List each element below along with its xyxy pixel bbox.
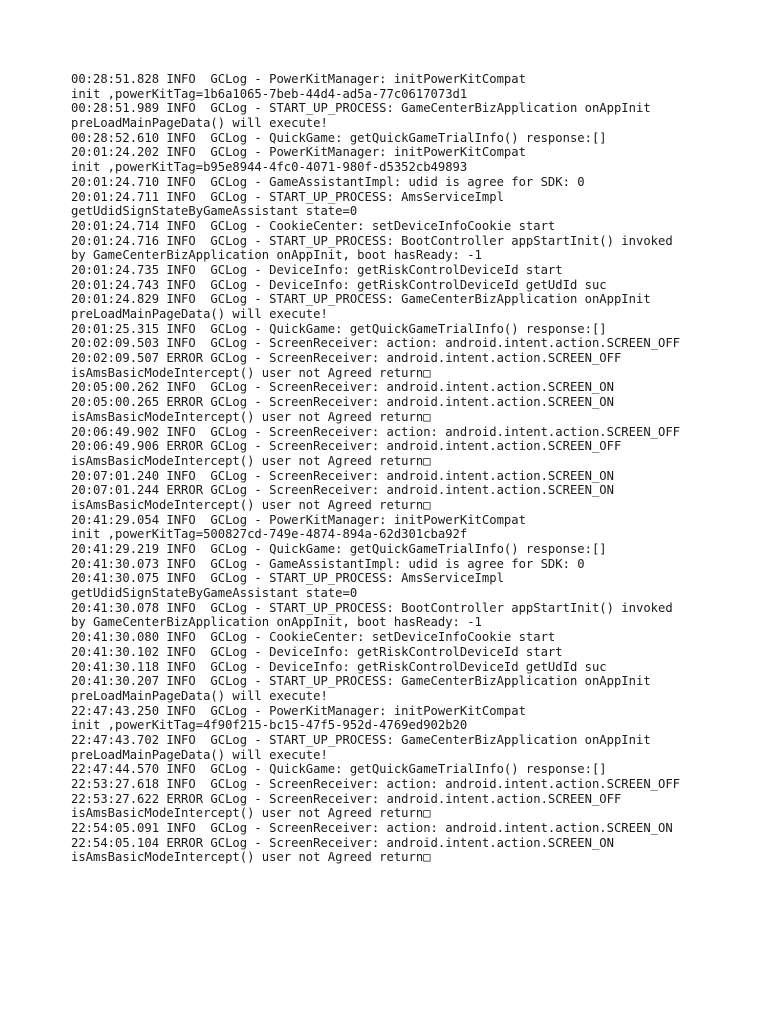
log-line: by GameCenterBizApplication onAppInit, boot hasReady: -1: [71, 615, 482, 630]
log-line: 20:41:30.080 INFO GCLog - CookieCenter: setDeviceInfoCookie start: [71, 630, 556, 645]
log-line: 20:41:30.102 INFO GCLog - DeviceInfo: getRiskControlDeviceId start: [71, 644, 563, 659]
log-line: 20:01:24.710 INFO GCLog - GameAssistantImpl: udid is agree for SDK: 0: [71, 174, 585, 189]
log-line: 20:41:29.054 INFO GCLog - PowerKitManager: initPowerKitCompat: [71, 512, 526, 527]
log-line: getUdidSignStateByGameAssistant state=0: [71, 204, 358, 219]
log-line: 20:41:30.075 INFO GCLog - START_UP_PROCESS: AmsServiceImpl: [71, 571, 504, 586]
log-line: 20:05:00.265 ERROR GCLog - ScreenReceiver: android.intent.action.SCREEN_ON: [71, 395, 614, 410]
log-line: 22:47:44.570 INFO GCLog - QuickGame: getQuickGameTrialInfo() response:[]: [71, 762, 607, 777]
log-line: 20:07:01.240 INFO GCLog - ScreenReceiver: android.intent.action.SCREEN_ON: [71, 468, 614, 483]
log-line: preLoadMainPageData() will execute!: [71, 688, 328, 703]
log-line: 20:05:00.262 INFO GCLog - ScreenReceiver: android.intent.action.SCREEN_ON: [71, 380, 614, 395]
log-line: 00:28:51.989 INFO GCLog - START_UP_PROCESS: GameCenterBizApplication onAppInit: [71, 101, 651, 116]
log-line: 20:01:24.743 INFO GCLog - DeviceInfo: getRiskControlDeviceId getUdId suc: [71, 277, 607, 292]
log-line: 20:01:24.202 INFO GCLog - PowerKitManager: initPowerKitCompat: [71, 145, 526, 160]
log-line: 22:54:05.091 INFO GCLog - ScreenReceiver: action: android.intent.action.SCREEN_ON: [71, 821, 673, 836]
log-line: 20:41:30.118 INFO GCLog - DeviceInfo: getRiskControlDeviceId getUdId suc: [71, 659, 607, 674]
log-line: isAmsBasicModeIntercept() user not Agreed return□: [71, 497, 431, 512]
log-line: 20:41:29.219 INFO GCLog - QuickGame: getQuickGameTrialInfo() response:[]: [71, 542, 607, 556]
log-line: init ,powerKitTag=1b6a1065-7beb-44d4-ad5a-77c0617073d1: [71, 86, 468, 101]
log-line: 22:47:43.702 INFO GCLog - START_UP_PROCESS: GameCenterBizApplication onAppInit: [71, 732, 651, 747]
log-line: 20:41:30.073 INFO GCLog - GameAssistantImpl: udid is agree for SDK: 0: [71, 556, 585, 571]
log-line: 22:54:05.104 ERROR GCLog - ScreenReceiver: android.intent.action.SCREEN_ON: [71, 835, 614, 850]
log-line: isAmsBasicModeIntercept() user not Agreed return□: [71, 453, 431, 468]
log-line: 00:28:51.828 INFO GCLog - PowerKitManager: initPowerKitCompat: [71, 72, 526, 86]
log-line: 00:28:52.610 INFO GCLog - QuickGame: getQuickGameTrialInfo() response:[]: [71, 130, 607, 145]
log-line: init ,powerKitTag=4f90f215-bc15-47f5-952d-4769ed902b20: [71, 718, 468, 733]
log-line: 20:01:24.716 INFO GCLog - START_UP_PROCESS: BootController appStartInit() invoked: [71, 233, 673, 248]
log-line: 20:02:09.507 ERROR GCLog - ScreenReceiver: android.intent.action.SCREEN_OFF: [71, 351, 622, 366]
log-line: 20:01:24.829 INFO GCLog - START_UP_PROCESS: GameCenterBizApplication onAppInit: [71, 292, 651, 307]
log-line: 20:02:09.503 INFO GCLog - ScreenReceiver: action: android.intent.action.SCREEN_OFF: [71, 336, 681, 351]
log-line: isAmsBasicModeIntercept() user not Agreed return□: [71, 806, 431, 821]
log-line: 20:06:49.906 ERROR GCLog - ScreenReceiver: android.intent.action.SCREEN_OFF: [71, 439, 622, 454]
log-line: 20:41:30.207 INFO GCLog - START_UP_PROCESS: GameCenterBizApplication onAppInit: [71, 674, 651, 689]
log-line: init ,powerKitTag=500827cd-749e-4874-894a-62d301cba92f: [71, 527, 468, 542]
log-line: 22:47:43.250 INFO GCLog - PowerKitManager: initPowerKitCompat: [71, 703, 526, 718]
log-line: 20:07:01.244 ERROR GCLog - ScreenReceiver: android.intent.action.SCREEN_ON: [71, 483, 614, 498]
log-line: preLoadMainPageData() will execute!: [71, 307, 328, 321]
log-line: 20:01:24.714 INFO GCLog - CookieCenter: setDeviceInfoCookie start: [71, 218, 556, 233]
log-line: getUdidSignStateByGameAssistant state=0: [71, 586, 358, 601]
log-line: isAmsBasicModeIntercept() user not Agreed return□: [71, 409, 431, 424]
log-line: 20:41:30.078 INFO GCLog - START_UP_PROCESS: BootController appStartInit() invoked: [71, 600, 673, 615]
log-line: init ,powerKitTag=b95e8944-4fc0-4071-980f-d5352cb49893: [71, 160, 468, 175]
log-line: preLoadMainPageData() will execute!: [71, 116, 328, 131]
log-text-block: [71, 72, 751, 865]
log-line: 20:06:49.902 INFO GCLog - ScreenReceiver: action: android.intent.action.SCREEN_OFF: [71, 424, 681, 439]
log-line: isAmsBasicModeIntercept() user not Agreed return□: [71, 365, 431, 380]
log-line: isAmsBasicModeIntercept() user not Agreed return□: [71, 850, 431, 865]
log-line: 22:53:27.622 ERROR GCLog - ScreenReceiver: android.intent.action.SCREEN_OFF: [71, 791, 622, 806]
log-line: 20:01:24.735 INFO GCLog - DeviceInfo: getRiskControlDeviceId start: [71, 262, 563, 277]
log-line: 20:01:25.315 INFO GCLog - QuickGame: getQuickGameTrialInfo() response:[]: [71, 321, 607, 336]
log-line: by GameCenterBizApplication onAppInit, boot hasReady: -1: [71, 248, 482, 263]
log-line: 20:01:24.711 INFO GCLog - START_UP_PROCESS: AmsServiceImpl: [71, 189, 504, 204]
log-line: 22:53:27.618 INFO GCLog - ScreenReceiver: action: android.intent.action.SCREEN_OFF: [71, 777, 681, 791]
log-line: preLoadMainPageData() will execute!: [71, 747, 328, 762]
